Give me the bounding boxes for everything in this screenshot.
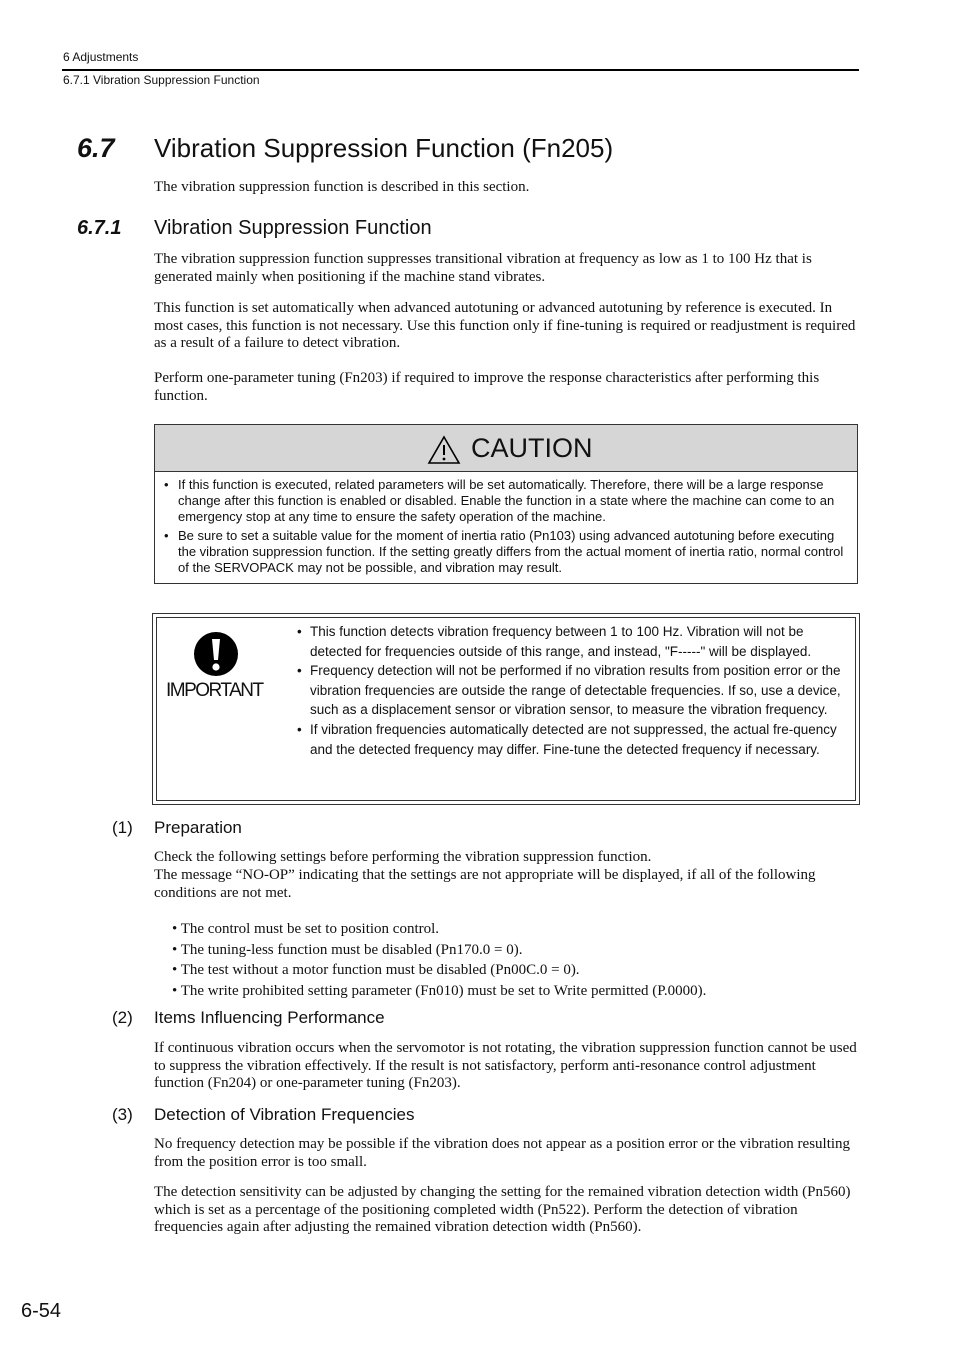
preparation-text: Check the following settings before performing the vibration suppression function. xyxy=(154,849,652,865)
caution-header xyxy=(155,425,857,472)
important-item: • This function detects vibration frequency between 1 to 100 Hz. Vibration will not be detected for frequencies outside of this range, and instead, "F-----" will be displayed. xyxy=(297,622,853,661)
running-header-section: 6.7.1 Vibration Suppression Function xyxy=(63,73,260,87)
preparation-heading xyxy=(112,818,242,838)
caution-title: CAUTION xyxy=(471,433,593,463)
important-inner-frame xyxy=(156,617,856,801)
subsection-number: 6.7.1 xyxy=(77,217,122,239)
section-title: Vibration Suppression Function (Fn205) xyxy=(154,133,614,163)
condition-item: • The control must be set to position control. xyxy=(172,919,859,940)
warning-triangle-icon xyxy=(427,435,461,465)
detection-number: (3) xyxy=(112,1105,133,1124)
preparation-title: Preparation xyxy=(154,818,242,837)
condition-item: • The write prohibited setting parameter (Fn010) must be set to Write permitted (P.0000). xyxy=(172,981,859,1002)
important-item: • If vibration frequencies automatically detected are not suppressed, the actual fre-quency and the detected frequency may differ. Fine-tune the detected frequency if necessary. xyxy=(297,720,853,759)
preparation-text: The message “NO-OP” indicating that the settings are not appropriate will be displayed, if all of the following conditions are not met. xyxy=(154,867,816,901)
subsection-title: Vibration Suppression Function xyxy=(154,217,432,239)
section-number: 6.7 xyxy=(77,133,115,163)
detection-title: Detection of Vibration Frequencies xyxy=(154,1105,415,1124)
caution-item: • If this function is executed, related parameters will be set automatically. Therefore, there will be a large response change after this function is enabled or disabled. Enable the function in a state where the machine can come to an emergency stop at any time to ensure the safety operation of the machine. xyxy=(164,477,848,526)
preparation-number: (1) xyxy=(112,818,133,837)
paragraph: This function is set automatically when advanced autotuning or advanced autotuning by reference is executed. In most cases, this function is not necessary. Use this function only if fine-tuning is required or readjustment is required as a result of a failure to detect vibration. xyxy=(154,300,856,351)
exclamation-circle-icon xyxy=(193,631,239,677)
paragraph: Perform one-parameter tuning (Fn203) if required to improve the response characteristics after performing this function. xyxy=(154,370,820,404)
detection-heading xyxy=(112,1105,415,1125)
important-box xyxy=(152,613,860,805)
condition-item: • The tuning-less function must be disabled (Pn170.0 = 0). xyxy=(172,940,859,961)
detection-text: No frequency detection may be possible if the vibration does not appear as a position error or the vibration resulting from the position error is too small. xyxy=(154,1136,851,1170)
performance-number: (2) xyxy=(112,1008,133,1027)
caution-box xyxy=(154,424,858,584)
paragraph: The vibration suppression function suppresses transitional vibration at frequency as low as 1 to 100 Hz that is generated mainly when positioning if the machine stand vibrates. xyxy=(154,251,812,285)
important-item: • Frequency detection will not be performed if no vibration results from position error or the vibration frequencies are outside the range of detectable frequencies. If so, use a device, such as a displacement sensor or vibration sensor, to measure the vibration frequency. xyxy=(297,661,853,720)
caution-item: • Be sure to set a suitable value for the moment of inertia ratio (Pn103) using advanced autotuning before executing the vibration suppression function. If the setting greatly differs from the actual moment of inertia ratio, normal control of the SERVOPACK may not be possible, and vibration may result. xyxy=(164,528,848,577)
important-label: IMPORTANT xyxy=(166,680,263,701)
section-intro: The vibration suppression function is described in this section. xyxy=(154,179,530,195)
page-number: 6-54 xyxy=(21,1300,62,1322)
performance-text: If continuous vibration occurs when the servomotor is not rotating, the vibration suppression function cannot be used to suppress the vibration effectively. If the result is not satisfactory, perform anti-resonance control adjustment function (Fn204) or one-parameter tuning (Fn203). xyxy=(154,1040,857,1091)
performance-heading xyxy=(112,1008,385,1028)
detection-text: The detection sensitivity can be adjusted by changing the setting for the remained vibration detection width (Pn560) which is set as a percentage of the positioning completed width (Pn522). Perform the detection of vibration frequencies again after adjusting the remained vibration detection width (Pn560). xyxy=(154,1184,851,1235)
important-list xyxy=(297,622,853,759)
performance-title: Items Influencing Performance xyxy=(154,1008,385,1027)
condition-item: • The test without a motor function must be disabled (Pn00C.0 = 0). xyxy=(172,960,859,981)
running-header-chapter: 6 Adjustments xyxy=(63,50,139,64)
header-divider xyxy=(62,69,859,71)
caution-list xyxy=(164,477,848,578)
preparation-conditions xyxy=(172,919,859,1002)
